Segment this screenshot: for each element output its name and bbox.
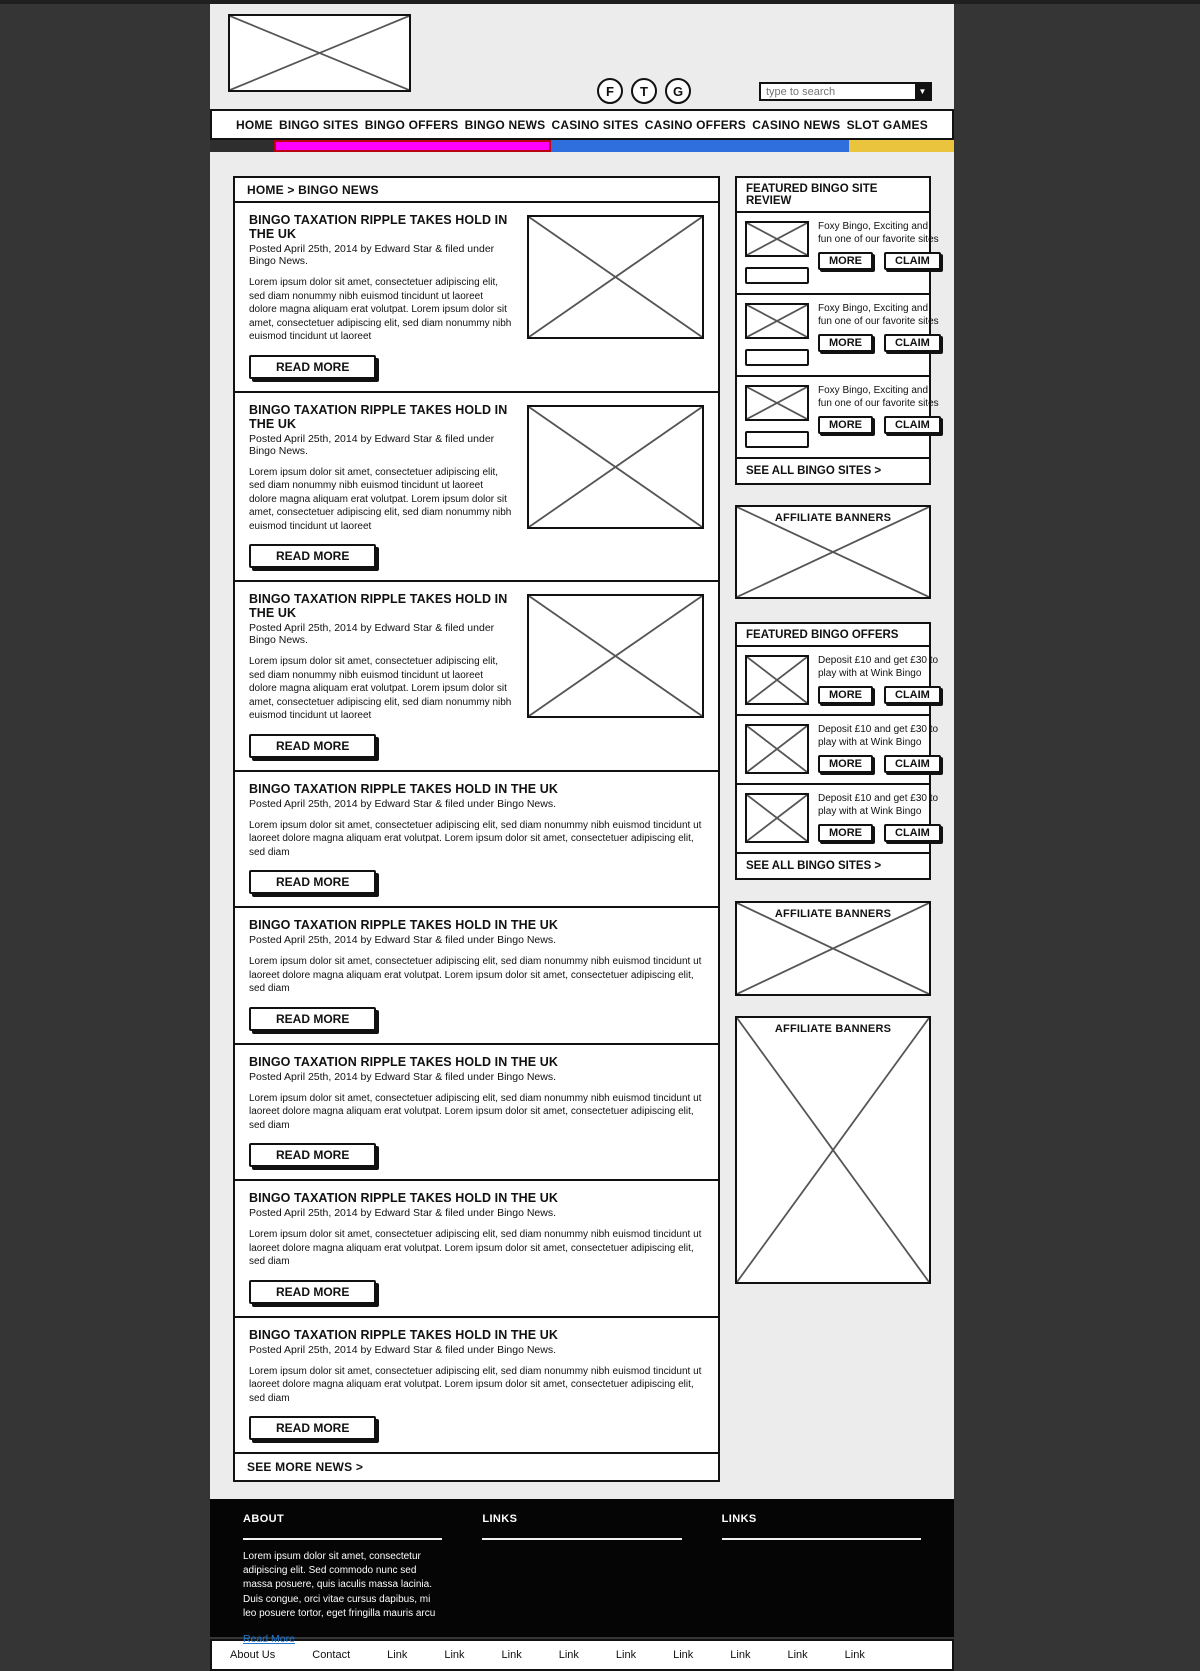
bottom-link-bar xyxy=(210,1639,954,1671)
search-box xyxy=(759,82,932,101)
bottom-bar-link[interactable]: Link xyxy=(787,1649,808,1661)
social-icon[interactable] xyxy=(665,78,691,104)
footer-read-more-link[interactable]: Read More xyxy=(243,1632,295,1645)
sidebar xyxy=(735,176,939,1284)
article-title: BINGO TAXATION RIPPLE TAKES HOLD IN THE UK xyxy=(249,1327,559,1342)
review-blurb: Foxy Bingo, Exciting and fun one of our favorite sites xyxy=(818,385,939,409)
article-body: Lorem ipsum dolor sit amet, consectetuer adipiscing elit, sed diam nonummy nibh euismod tincidunt ut laoreet dolore magna aliquam erat volutpat. Lorem ipsum dolor sit amet, consectetuer adipiscing elit, sed diam nonummy nibh euismod tincidunt ut laoreet xyxy=(249,466,512,532)
accent-segment-blue xyxy=(551,140,849,152)
breadcrumb: HOME > BINGO NEWS xyxy=(235,178,718,203)
footer-links-column xyxy=(722,1513,921,1637)
bottom-bar-link[interactable]: Link xyxy=(673,1649,694,1661)
bottom-bar-link[interactable]: Link xyxy=(444,1649,465,1661)
social-icon[interactable] xyxy=(597,78,623,104)
article-meta: Posted April 25th, 2014 by Edward Star & filed under Bingo News. xyxy=(249,243,495,267)
affiliate-banner-title: AFFILIATE BANNERS xyxy=(774,1023,892,1035)
accent-segment-yellow xyxy=(849,140,954,152)
main-nav xyxy=(210,109,954,140)
review-label-placeholder xyxy=(745,431,809,448)
featured-offers-box xyxy=(735,622,939,880)
see-all-bingo-sites-link[interactable]: SEE ALL BINGO SITES > xyxy=(746,465,882,477)
read-more-button[interactable]: READ MORE xyxy=(249,734,376,758)
article-card xyxy=(235,908,718,1045)
bottom-bar-link[interactable]: Link xyxy=(558,1649,579,1661)
nav-item[interactable]: CASINO NEWS xyxy=(752,117,841,132)
article-meta: Posted April 25th, 2014 by Edward Star & filed under Bingo News. xyxy=(249,622,495,646)
bottom-bar-link[interactable]: Link xyxy=(844,1649,865,1661)
bottom-bar-link[interactable]: Contact xyxy=(312,1649,351,1661)
featured-offers-items xyxy=(737,647,939,854)
article-body: Lorem ipsum dolor sit amet, consectetuer adipiscing elit, sed diam nonummy nibh euismod tincidunt ut laoreet dolore magna aliquam erat volutpat. Lorem ipsum dolor sit amet, consectetuer adipiscing elit, sed diam xyxy=(249,1229,702,1267)
nav-item[interactable]: BINGO NEWS xyxy=(464,117,546,132)
review-thumbnail-placeholder xyxy=(745,303,809,339)
bottom-bar-link[interactable]: Link xyxy=(615,1649,637,1661)
featured-offers-title: FEATURED BINGO OFFERS xyxy=(737,624,929,647)
article-title: BINGO TAXATION RIPPLE TAKES HOLD IN THE UK xyxy=(249,1054,559,1069)
featured-review-items xyxy=(737,213,939,459)
offer-thumbnail-placeholder xyxy=(745,724,809,774)
social-icon[interactable] xyxy=(631,78,657,104)
offer-blurb: Deposit £10 and get £30 to play with at Wink Bingo xyxy=(818,724,939,748)
more-button[interactable]: MORE xyxy=(818,334,873,352)
social-icon-letter: F xyxy=(606,83,614,99)
social-icon-letter: G xyxy=(672,83,684,99)
accent-segment-magenta xyxy=(274,140,551,152)
read-more-button[interactable]: READ MORE xyxy=(249,544,376,568)
more-button[interactable]: MORE xyxy=(818,686,873,704)
article-title: BINGO TAXATION RIPPLE TAKES HOLD IN THE UK xyxy=(249,781,559,796)
bottom-bar-link[interactable]: Link xyxy=(730,1649,751,1661)
article-body: Lorem ipsum dolor sit amet, consectetuer adipiscing elit, sed diam nonummy nibh euismod tincidunt ut laoreet dolore magna aliquam erat volutpat. Lorem ipsum dolor sit amet, consectetuer adipiscing elit, sed diam xyxy=(249,819,702,858)
offer-item xyxy=(737,716,939,785)
nav-item[interactable]: BINGO SITES xyxy=(278,117,359,132)
articles-box xyxy=(233,176,720,1482)
article-thumbnail-placeholder xyxy=(527,405,704,529)
articles-list xyxy=(235,203,718,1454)
footer-column-title: ABOUT xyxy=(243,1513,285,1525)
read-more-button[interactable]: READ MORE xyxy=(249,1007,376,1031)
featured-review-title: FEATURED BINGO SITE REVIEW xyxy=(737,178,929,213)
article-body: Lorem ipsum dolor sit amet, consectetuer adipiscing elit, sed diam nonummy nibh euismod tincidunt ut laoreet dolore magna aliquam erat volutpat. Lorem ipsum dolor sit amet, consectetuer adipiscing elit, sed diam xyxy=(249,1092,702,1131)
bottom-bar-link[interactable]: Link xyxy=(501,1649,522,1661)
accent-color-bar xyxy=(210,140,954,152)
offer-item xyxy=(737,647,939,716)
offer-blurb: Deposit £10 and get £30 to play with at Wink Bingo xyxy=(818,793,939,817)
article-meta: Posted April 25th, 2014 by Edward Star & filed under Bingo News. xyxy=(249,432,495,457)
accent-segment-dark xyxy=(210,140,274,152)
article-title: BINGO TAXATION RIPPLE TAKES HOLD IN THE UK xyxy=(249,918,559,932)
article-card xyxy=(235,1045,718,1182)
review-item xyxy=(737,377,939,459)
search-dropdown-arrow-icon[interactable]: ▼ xyxy=(915,84,930,99)
social-icons xyxy=(597,78,691,104)
claim-button[interactable]: CLAIM xyxy=(884,824,941,842)
offer-thumbnail-placeholder xyxy=(745,793,809,843)
affiliate-banner-placeholder[interactable] xyxy=(735,1016,931,1284)
nav-item[interactable]: BINGO OFFERS xyxy=(364,117,459,132)
review-thumbnail-placeholder xyxy=(745,385,809,421)
affiliate-banner-title: AFFILIATE BANNERS xyxy=(774,908,892,920)
article-meta: Posted April 25th, 2014 by Edward Star & filed under Bingo News. xyxy=(249,1343,557,1356)
article-title: BINGO TAXATION RIPPLE TAKES HOLD IN THE UK xyxy=(249,1191,559,1205)
article-card xyxy=(235,1318,718,1455)
nav-item[interactable]: CASINO OFFERS xyxy=(644,117,747,132)
article-body: Lorem ipsum dolor sit amet, consectetuer adipiscing elit, sed diam nonummy nibh euismod tincidunt ut laoreet dolore magna aliquam erat volutpat. Lorem ipsum dolor sit amet, consectetuer adipiscing elit, sed diam nonummy nibh euismod tincidunt ut laoreet xyxy=(249,656,512,721)
claim-button[interactable]: CLAIM xyxy=(884,334,941,352)
review-item xyxy=(737,295,939,377)
article-body: Lorem ipsum dolor sit amet, consectetuer adipiscing elit, sed diam nonummy nibh euismod tincidunt ut laoreet dolore magna aliquam erat volutpat. Lorem ipsum dolor sit amet, consectetuer adipiscing elit, sed diam xyxy=(249,956,702,994)
search-input[interactable] xyxy=(761,84,915,99)
review-item xyxy=(737,213,939,295)
footer-about-column xyxy=(243,1513,442,1645)
affiliate-banner-placeholder[interactable] xyxy=(735,505,931,599)
footer-column-title: LINKS xyxy=(721,1513,757,1525)
more-button[interactable]: MORE xyxy=(818,824,873,842)
article-meta: Posted April 25th, 2014 by Edward Star & filed under Bingo News. xyxy=(249,797,557,810)
footer-title-rule xyxy=(722,1525,921,1540)
claim-button[interactable]: CLAIM xyxy=(884,416,941,434)
footer-column-title: LINKS xyxy=(482,1513,518,1525)
affiliate-banner-placeholder[interactable] xyxy=(735,901,931,996)
claim-button[interactable]: CLAIM xyxy=(884,755,941,773)
article-title: BINGO TAXATION RIPPLE TAKES HOLD IN THE UK xyxy=(249,402,508,431)
logo-placeholder-image xyxy=(228,14,411,92)
offer-blurb: Deposit £10 and get £30 to play with at Wink Bingo xyxy=(818,655,939,679)
bottom-bar-link[interactable]: About Us xyxy=(230,1649,276,1661)
social-icon-letter: T xyxy=(640,83,648,99)
article-title: BINGO TAXATION RIPPLE TAKES HOLD IN THE UK xyxy=(249,213,508,241)
site-header xyxy=(210,4,954,109)
more-button[interactable]: MORE xyxy=(818,755,873,773)
content-area xyxy=(210,152,954,1499)
read-more-button[interactable]: READ MORE xyxy=(249,355,376,379)
read-more-button[interactable]: READ MORE xyxy=(249,1416,376,1440)
article-thumbnail-placeholder xyxy=(527,594,704,718)
see-all-bingo-sites-link[interactable]: SEE ALL BINGO SITES > xyxy=(746,860,882,872)
nav-item[interactable]: HOME xyxy=(236,117,273,132)
article-meta: Posted April 25th, 2014 by Edward Star & filed under Bingo News. xyxy=(249,1207,557,1219)
article-body: Lorem ipsum dolor sit amet, consectetuer adipiscing elit, sed diam nonummy nibh euismod tincidunt ut laoreet dolore magna aliquam erat volutpat. Lorem ipsum dolor sit amet, consectetuer adipiscing elit, sed diam xyxy=(249,1365,702,1404)
offer-item xyxy=(737,785,939,854)
featured-review-box xyxy=(735,176,939,485)
review-thumbnail-placeholder xyxy=(745,221,809,257)
articles-column xyxy=(233,176,720,1482)
read-more-button[interactable]: READ MORE xyxy=(249,1280,376,1304)
footer-about-text: Lorem ipsum dolor sit amet, consectetur adipiscing elit. Sed commodo nunc sed massa posuere, quis iaculis massa lacinia. Duis congue, orci vitae cursus dapibus, mi leo posuere tortor, eget fringilla mauris arcu xyxy=(243,1551,436,1619)
footer-title-rule xyxy=(482,1525,681,1540)
affiliate-banner-title: AFFILIATE BANNERS xyxy=(774,512,892,524)
article-meta: Posted April 25th, 2014 by Edward Star & filed under Bingo News. xyxy=(249,1070,557,1083)
bottom-bar-link[interactable]: Link xyxy=(387,1649,408,1661)
review-label-placeholder xyxy=(745,267,809,284)
claim-button[interactable]: CLAIM xyxy=(884,252,941,270)
see-more-news-link[interactable]: SEE MORE NEWS > xyxy=(247,1460,364,1474)
page-container xyxy=(210,4,954,1671)
more-button[interactable]: MORE xyxy=(818,416,873,434)
nav-item[interactable]: SLOT GAMES xyxy=(846,117,928,132)
review-label-placeholder xyxy=(745,349,809,366)
review-blurb: Foxy Bingo, Exciting and fun one of our favorite sites xyxy=(818,303,939,327)
article-body: Lorem ipsum dolor sit amet, consectetuer adipiscing elit, sed diam nonummy nibh euismod tincidunt ut laoreet dolore magna aliquam erat volutpat. Lorem ipsum dolor sit amet, consectetuer adipiscing elit, sed diam nonummy nibh euismod tincidunt ut laoreet xyxy=(249,277,512,342)
read-more-button[interactable]: READ MORE xyxy=(249,870,376,894)
review-blurb: Foxy Bingo, Exciting and fun one of our favorite sites xyxy=(818,221,939,245)
footer-title-rule xyxy=(243,1525,442,1540)
more-button[interactable]: MORE xyxy=(818,252,873,270)
article-card xyxy=(235,582,718,772)
claim-button[interactable]: CLAIM xyxy=(884,686,941,704)
article-title: BINGO TAXATION RIPPLE TAKES HOLD IN THE UK xyxy=(249,592,508,620)
article-meta: Posted April 25th, 2014 by Edward Star & filed under Bingo News. xyxy=(249,934,557,946)
site-footer xyxy=(210,1499,954,1645)
article-card xyxy=(235,772,718,909)
footer-links-column xyxy=(482,1513,681,1637)
article-card xyxy=(235,393,718,583)
article-thumbnail-placeholder xyxy=(527,215,704,339)
offer-thumbnail-placeholder xyxy=(745,655,809,705)
read-more-button[interactable]: READ MORE xyxy=(249,1143,376,1167)
article-card xyxy=(235,203,718,393)
nav-item[interactable]: CASINO SITES xyxy=(551,117,639,132)
article-card xyxy=(235,1181,718,1318)
